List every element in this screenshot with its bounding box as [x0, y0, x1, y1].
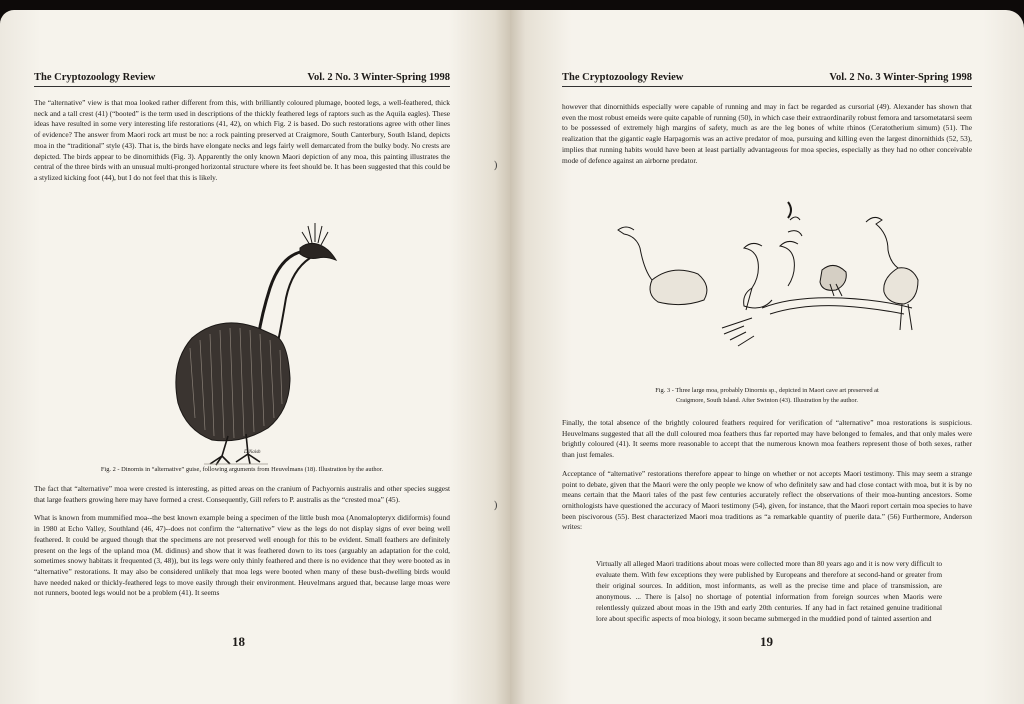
paragraph: The fact that “alternative” moa were crested is interesting, as pitted areas on the cranium of Pachyornis australis and other species suggest that large feathers growing here may have formed a crest. Consequently, Gill refers to P. australis as the “crested moa” (45). [34, 484, 450, 504]
figure-caption: Fig. 2 - Dinornis in “alternative” guise, following arguments from Heuvelmans (18). Illustration by the author. [100, 466, 384, 473]
body-text [562, 418, 972, 539]
issue-info: Vol. 2 No. 3 Winter-Spring 1998 [829, 72, 972, 83]
figure-caption [562, 386, 972, 406]
journal-title: The Cryptozoology Review [562, 72, 684, 83]
figure-caption-line-2: Craigmore, South Island. After Swinton (43). Illustration by the author. [676, 397, 858, 404]
issue-info: Vol. 2 No. 3 Winter-Spring 1998 [307, 72, 450, 83]
journal-title: The Cryptozoology Review [34, 72, 156, 83]
paragraph: however that dinornithids especially were capable of running and may in fact be regarded as cursorial (49). Alexander has shown that even the most robust emeids were quite capable of running (50), in which case their extraordinarily robust femora and tarsometatarsi seem to be possessed of extremely high margins of safety, much as are the leg bones of white rhinos (Ceratotherium simum) (51). The realization that the gigantic eagle Harpagornis was an active predator of moa, pursuing and killing even the largest dinornithids (52, 53), implies that running habits would have been at least partially advantageous for moa species, especially as they had no other conceivable mode of defence against an airborne predator. [562, 102, 972, 165]
figure-caption-line-1: Fig. 3 - Three large moa, probably Dinornis sp., depicted in Maori cave art preserved at [655, 387, 879, 394]
body-text [562, 102, 972, 172]
paragraph: Finally, the total absence of the brightly coloured feathers required for verification of “alternative” moa restorations is suspicious. Heuvelmans suggested that all the dull coloured moa feathers thus far reported may have belonged to females, and that only males were brightly coloured (41). It seems more reasonable to accept that the numerous known moa feathers represent those of both sexes, rather than just females. [562, 418, 972, 460]
running-header [562, 72, 972, 87]
body-text [34, 98, 450, 190]
paragraph: The “alternative” view is that moa looked rather different from this, with brilliantly coloured plumage, booted legs, a well-feathered, thick neck and a tall crest (41) (“booted” is the term used in descriptions of the thickly feathered legs of raptors such as the Aquila eagles). These ideas have resulted in some very interesting life restorations (41, 42), on which Fig. 2 is based. Do such restorations agree with other lines of evidence? The answer from Maori rock art must be no: a rock painting preserved at Craigmore, South Canterbury, South Island, depicts moa in the “traditional” style (43). That is, the birds have elongate necks and legs fairly well demarcated from the bulky body. No crests are depicted. The birds appear to be dinornithids (Fig. 3). Apparently the only known Maori depiction of any moa, this painting illustrates the central of the three birds with an unusual multi-pronged horizontal structure where its feet should be. It has been suggested that this could be a stylized kicking foot (44), but I do not feel that this is likely. [34, 98, 450, 182]
page-number: 19 [760, 634, 773, 649]
margin-mark: ) [494, 160, 498, 171]
body-text [34, 484, 450, 605]
right-page [510, 10, 1024, 704]
paragraph: What is known from mummified moa--the best known example being a specimen of the little bush moa (Anomalopteryx didiformis) found in 1980 at Echo Valley, Southland (46, 47)--does not confirm the “alternative” view as the legs do not display signs of ever being well feathered. It could be argued though that the specimens are not preserved well enough for this to be evident. Small feathers are definitely present on the legs of the upland moa (M. didinus) and show that it was feathered down to its toes (arguably an adaptation for the cold, sometimes snowy habitats it frequented (3, 48)), but its legs were only thinly feathered and there is no evidence that they were booted as in “alternative” restorations. It may also be considered unlikely that moa legs were booted when many of these bush-dwelling birds would have needed naked or thickly-feathered legs to move easily through their environment. Heuvelmans argued that, because large moas were not runners, booted legs would not be a problem (41). It seems [34, 513, 450, 598]
page-number: 18 [232, 634, 245, 649]
left-page [0, 10, 510, 704]
paragraph: Acceptance of “alternative” restorations therefore appear to hinge on whether or not accepts Maori testimony. This may seem a strange point to debate, given that the Maori were the only people we know of who definitely saw and had close contact with moa, but it is by no means certain that the Maori tales of the past few centuries accurately reflect the observations of their moa-hunting ancestors. Some ornithologists have questioned the accuracy of Maori testimony (54), given, for instance, that the Maori report certain moa species to have been piscivorous (55). Best characterized Maori moa traditions as “a remarkable quantity of puerile data.” (56) Furthermore, Anderson writes: [562, 468, 972, 532]
moa-illustration [150, 218, 350, 468]
book-spread [0, 10, 1024, 704]
running-header [34, 72, 450, 87]
cave-art-illustration [612, 200, 932, 360]
margin-mark: ) [494, 500, 498, 511]
artist-signature: D.Naish [244, 450, 261, 455]
block-quote: Virtually all alleged Maori traditions about moas were collected more than 80 years ago and it is now very difficult to evaluate them. With few exceptions they were published by Europeans and therefore at second-hand or greater from their original sources. In addition, most informants, as well as the precise time and place of transmission, are anonymous. ... There is [also] no shortage of potential information from foreign sources when Maoris were relentlessly quizzed about moas in the 19th and early 20th centuries. If any had in fact retained genuine traditional lore about specific aspects of moa biology, it soon became submerged in the muddied pond of tainted assertion and [596, 559, 942, 623]
